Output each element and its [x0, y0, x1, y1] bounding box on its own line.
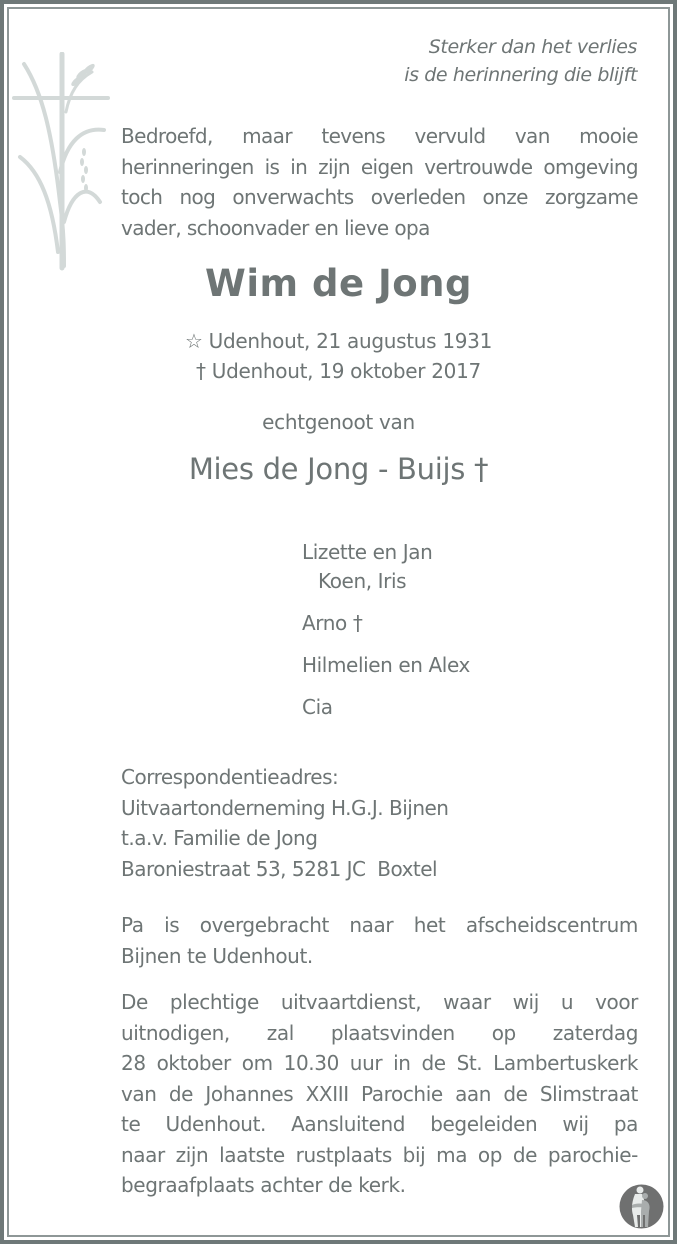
- address-line: Baroniestraat 53, 5281 JC Boxtel: [121, 856, 438, 881]
- intro-line: Bedroefd, maar tevens vervuld van mooie: [121, 124, 638, 148]
- deceased-name: Wim de Jong: [205, 262, 472, 305]
- spouse-prefix: echtgenoot van: [262, 410, 415, 434]
- intro-text: [121, 121, 638, 243]
- death-date: † Udenhout, 19 oktober 2017: [196, 359, 481, 383]
- birth-date: ☆ Udenhout, 21 augustus 1931: [184, 329, 493, 353]
- family-member: Cia: [302, 695, 333, 719]
- embracing-figures-logo-icon: [618, 1183, 665, 1230]
- motto-line: Sterker dan het verlies: [428, 36, 637, 58]
- paragraph-line: begraafplaats achter de kerk.: [121, 1173, 406, 1197]
- correspondence-address: [121, 762, 448, 884]
- address-line: Correspondentieadres:: [121, 765, 339, 789]
- intro-line: herinneringen is in zijn eigen vertrouwde omgeving: [121, 154, 638, 179]
- life-dates: [0, 326, 677, 386]
- family-list: [302, 538, 470, 722]
- motto: [404, 33, 637, 89]
- family-member: Lizette en Jan: [302, 540, 433, 564]
- intro-line: toch nog onverwachts overleden onze zorgzame: [121, 185, 638, 209]
- family-member: Arno †: [302, 611, 363, 635]
- intro-line: vader, schoonvader en lieve opa: [121, 215, 430, 240]
- address-line: t.a.v. Familie de Jong: [121, 826, 318, 850]
- spouse-name: Mies de Jong - Buijs †: [188, 452, 489, 486]
- paragraph-line: Pa is overgebracht naar het afscheidscentrum: [121, 913, 638, 937]
- paragraph-transfer: [121, 910, 638, 971]
- paragraph-line: te Udenhout. Aansluitend begeleiden wij pa: [121, 1112, 638, 1136]
- cross-with-wheat-icon: [12, 52, 112, 272]
- paragraph-line: uitnodigen, zal plaatsvinden op zaterdag: [121, 1020, 638, 1045]
- paragraph-line: 28 oktober om 10.30 uur in de St. Lambertuskerk: [121, 1051, 638, 1075]
- paragraph-funeral: [121, 987, 638, 1201]
- family-member: Hilmelien en Alex: [302, 653, 470, 677]
- motto-line: is de herinnering die blijft: [404, 64, 637, 86]
- address-line: Uitvaartonderneming H.G.J. Bijnen: [121, 795, 449, 820]
- paragraph-line: De plechtige uitvaartdienst, waar wij u voor: [121, 990, 638, 1014]
- paragraph-line: van de Johannes XXIII Parochie aan de Slimstraat: [121, 1081, 638, 1106]
- paragraph-line: naar zijn laatste rustplaats bij ma op de parochie-: [121, 1142, 638, 1167]
- grandchildren: Koen, Iris: [318, 569, 407, 593]
- paragraph-line: Bijnen te Udenhout.: [121, 943, 313, 968]
